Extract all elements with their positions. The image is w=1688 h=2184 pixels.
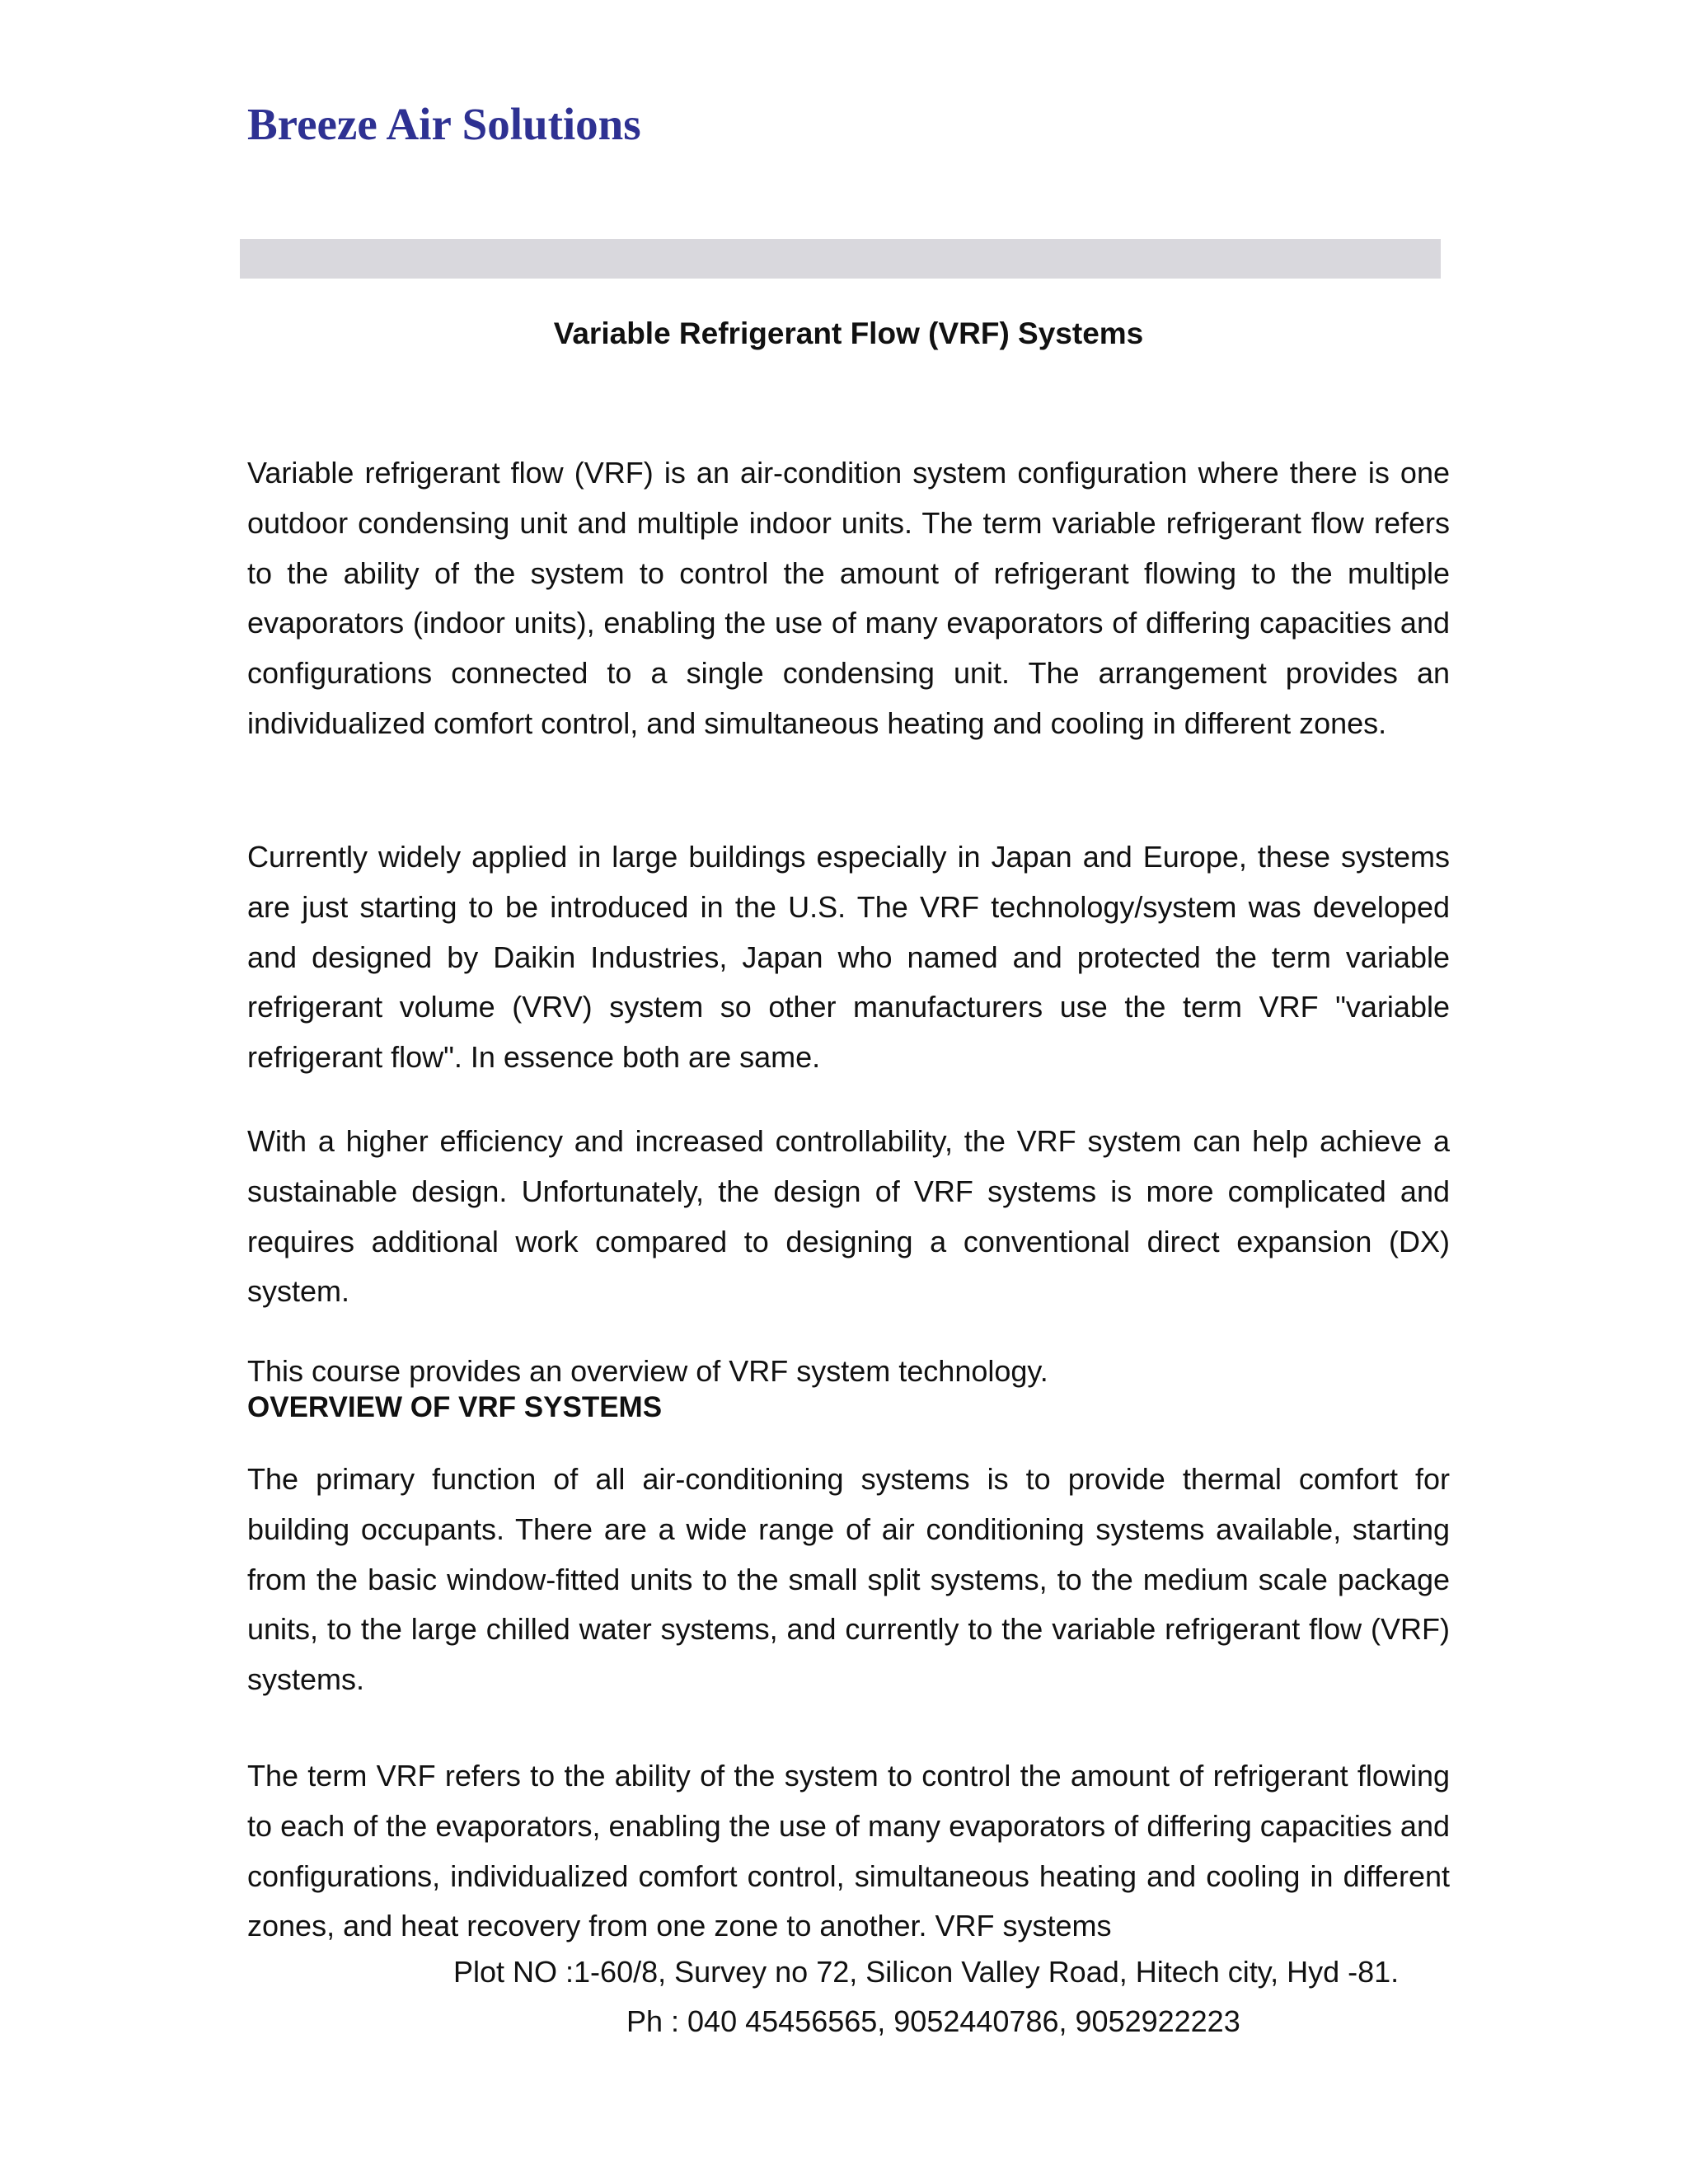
- paragraph-course-overview: This course provides an overview of VRF system technology.: [247, 1354, 1048, 1388]
- header-band-divider: [240, 239, 1441, 279]
- footer-phone: Ph : 040 45456565, 9052440786, 9052922223: [626, 2004, 1240, 2038]
- paragraph-vrf-efficiency: With a higher efficiency and increased controllability, the VRF system can help achieve a sustainable design. Unfortunately, the design of VRF systems is more complicated and requires additional work compared to designing a conventional direct expansion (DX) system.: [247, 1124, 1450, 1309]
- document-title: Variable Refrigerant Flow (VRF) Systems: [553, 316, 1144, 350]
- paragraph-ac-function: The primary function of all air-conditioning systems is to provide thermal comfort for building occupants. There are a wide range of air conditioning systems available, starting from the basic window-fitted units to the small split systems, to the medium scale package units, to the large chilled water systems, and currently to the variable refrigerant flow (VRF) systems.: [247, 1462, 1450, 1697]
- paragraph-vrf-definition: Variable refrigerant flow (VRF) is an air-condition system configuration where there is one outdoor condensing unit and multiple indoor units. The term variable refrigerant flow refers to the ability of the system to control the amount of refrigerant flowing to the multiple evaporators (indoor units), enabling the use of many evaporators of differing capacities and configurations connected to a single condensing unit. The arrangement provides an individualized comfort control, and simultaneous heating and cooling in different zones.: [247, 456, 1450, 740]
- company-name: Breeze Air Solutions: [247, 99, 641, 149]
- paragraph-vrf-term: The term VRF refers to the ability of the system to control the amount of refrigerant flowing to each of the evaporators, enabling the use of many evaporators of differing capacities and configurations, individualized comfort control, simultaneous heating and cooling in different zones, and heat recovery from one zone to another. VRF systems: [247, 1759, 1450, 1943]
- paragraph-vrf-history: Currently widely applied in large buildings especially in Japan and Europe, these systems are just starting to be introduced in the U.S. The VRF technology/system was developed and designed by Daikin Industries, Japan who named and protected the term variable refrigerant volume (VRV) system so other manufacturers use the term VRF "variable refrigerant flow". In essence both are same.: [247, 840, 1450, 1075]
- footer-address: Plot NO :1-60/8, Survey no 72, Silicon Valley Road, Hitech city, Hyd -81.: [453, 1955, 1400, 1989]
- section-heading-overview: OVERVIEW OF VRF SYSTEMS: [247, 1391, 663, 1423]
